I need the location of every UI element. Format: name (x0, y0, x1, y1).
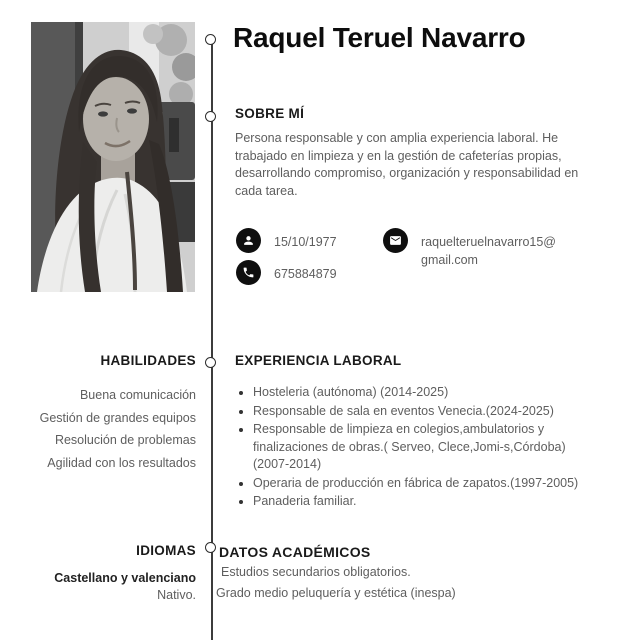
education-item: Estudios secundarios obligatorios. (221, 565, 411, 579)
about-text: Persona responsable y con amplia experiencia laboral. He trabajado en limpieza y en la gestión de cafeterías propias, desarrollando compromiso, organización y responsabilidad en cada tarea. (235, 131, 579, 198)
skills-heading: HABILIDADES (100, 353, 196, 368)
contact-email (383, 228, 556, 269)
timeline-dot-about (205, 111, 216, 122)
phone-value: 675884879 (274, 267, 337, 281)
languages-heading: IDIOMAS (136, 543, 196, 558)
email-value (421, 228, 556, 269)
timeline-dot-experience (205, 357, 216, 368)
experience-heading: EXPERIENCIA LABORAL (235, 353, 402, 368)
contact-phone (236, 260, 337, 285)
language-level: Nativo. (157, 588, 196, 602)
birthdate-value: 15/10/1977 (274, 235, 337, 249)
person-icon (236, 228, 261, 253)
skill-item: Agilidad con los resultados (47, 455, 196, 470)
experience-item: • Responsable de limpieza en colegios,ambulatorios y finalizaciones de obras.( Serveo, Clece,Jomi-s,Córdoba) (2007-2014) (253, 421, 593, 474)
skill-item: Buena comunicación (79, 388, 196, 402)
skills-list (10, 384, 196, 474)
experience-item: • Panaderia familiar. (253, 493, 593, 511)
person-name: Raquel Teruel Navarro (233, 22, 526, 53)
experience-item: • Hosteleria (autónoma) (2014-2025) (253, 384, 593, 402)
experience-item: • Responsable de sala en eventos Venecia.(2024-2025) (253, 403, 593, 421)
phone-icon (236, 260, 261, 285)
profile-photo (31, 22, 195, 292)
email-line-2: gmail.com (421, 253, 478, 267)
about-heading: SOBRE MÍ (235, 106, 305, 121)
skill-item: Gestión de grandes equipos (39, 410, 196, 425)
education-heading: DATOS ACADÉMICOS (219, 544, 371, 560)
contact-birthdate (236, 228, 337, 253)
experience-list (238, 384, 593, 512)
language-name: Castellano y valenciano (54, 571, 196, 585)
education-item: Grado medio peluquería y estética (inespa) (216, 586, 456, 600)
skill-item: Resolución de problemas (54, 433, 196, 447)
envelope-icon (383, 228, 408, 253)
timeline-dot-name (205, 34, 216, 45)
email-line-1: raquelteruelnavarro15@ (421, 235, 556, 249)
experience-item: • Operaria de producción en fábrica de zapatos.(1997-2005) (253, 475, 593, 493)
timeline-dot-education (205, 542, 216, 553)
